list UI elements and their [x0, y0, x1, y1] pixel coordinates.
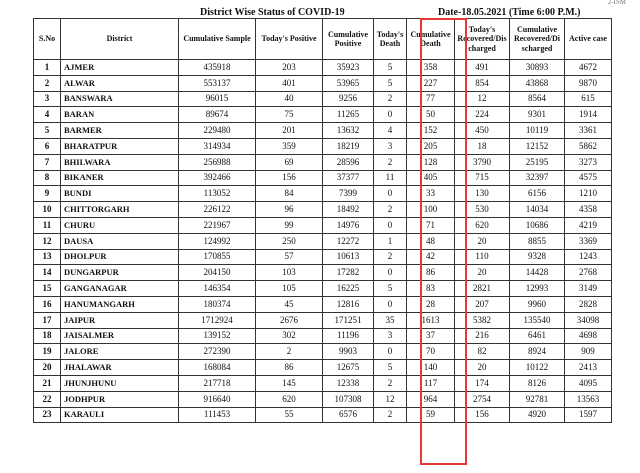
cell-active-case: 1914	[565, 107, 612, 123]
cell-today-death: 0	[374, 186, 407, 202]
cell-district: BARMER	[61, 123, 179, 139]
cell-cumulative-recovered: 30893	[510, 60, 565, 76]
cell-active-case: 1597	[565, 407, 612, 423]
cell-active-case: 9870	[565, 75, 612, 91]
cell-cumulative-death: 205	[407, 138, 455, 154]
table-body	[34, 60, 612, 423]
cell-district: BHARATPUR	[61, 138, 179, 154]
cell-cumulative-recovered: 12993	[510, 281, 565, 297]
cell-cumulative-positive: 13632	[323, 123, 374, 139]
header-district: District	[61, 19, 179, 60]
cell-cumulative-sample: 180374	[179, 296, 256, 312]
cell-cumulative-recovered: 25195	[510, 154, 565, 170]
cell-cumulative-positive: 10613	[323, 249, 374, 265]
cell-today-death: 0	[374, 217, 407, 233]
header-cumulative-positive: Cumulative Positive	[323, 19, 374, 60]
cell-sno: 19	[34, 344, 61, 360]
table-row	[34, 391, 612, 407]
cell-today-recovered: 224	[455, 107, 510, 123]
table-row	[34, 75, 612, 91]
cell-cumulative-death: 405	[407, 170, 455, 186]
cell-cumulative-death: 59	[407, 407, 455, 423]
cell-cumulative-recovered: 9328	[510, 249, 565, 265]
cell-today-recovered: 2821	[455, 281, 510, 297]
cell-cumulative-recovered: 92781	[510, 391, 565, 407]
cell-today-recovered: 20	[455, 360, 510, 376]
cell-district: JALORE	[61, 344, 179, 360]
cell-cumulative-death: 70	[407, 344, 455, 360]
cell-district: JODHPUR	[61, 391, 179, 407]
cell-active-case: 909	[565, 344, 612, 360]
cell-cumulative-sample: 113052	[179, 186, 256, 202]
table-row	[34, 107, 612, 123]
cell-active-case: 615	[565, 91, 612, 107]
cell-active-case: 2768	[565, 265, 612, 281]
cell-cumulative-recovered: 4920	[510, 407, 565, 423]
cell-district: HANUMANGARH	[61, 296, 179, 312]
cell-sno: 12	[34, 233, 61, 249]
cell-district: GANGANAGAR	[61, 281, 179, 297]
cell-today-positive: 250	[256, 233, 323, 249]
cell-cumulative-recovered: 8564	[510, 91, 565, 107]
cell-cumulative-positive: 11265	[323, 107, 374, 123]
cell-cumulative-death: 964	[407, 391, 455, 407]
cell-cumulative-recovered: 8924	[510, 344, 565, 360]
table-header-row	[34, 19, 612, 60]
table-row	[34, 312, 612, 328]
cell-cumulative-recovered: 10686	[510, 217, 565, 233]
cell-district: KARAULI	[61, 407, 179, 423]
cell-today-death: 0	[374, 344, 407, 360]
cell-today-positive: 103	[256, 265, 323, 281]
cell-cumulative-sample: 256988	[179, 154, 256, 170]
cell-active-case: 13563	[565, 391, 612, 407]
cell-today-positive: 96	[256, 202, 323, 218]
cell-today-positive: 45	[256, 296, 323, 312]
cell-today-recovered: 110	[455, 249, 510, 265]
cell-district: DUNGARPUR	[61, 265, 179, 281]
table-row	[34, 296, 612, 312]
cell-today-death: 2	[374, 91, 407, 107]
cell-cumulative-recovered: 8855	[510, 233, 565, 249]
cell-active-case: 4698	[565, 328, 612, 344]
cell-cumulative-recovered: 10119	[510, 123, 565, 139]
cell-cumulative-sample: 204150	[179, 265, 256, 281]
cell-cumulative-sample: 96015	[179, 91, 256, 107]
cell-today-positive: 302	[256, 328, 323, 344]
cell-cumulative-sample: 916640	[179, 391, 256, 407]
table-row	[34, 123, 612, 139]
cell-today-death: 11	[374, 170, 407, 186]
cell-cumulative-death: 28	[407, 296, 455, 312]
cell-today-death: 5	[374, 75, 407, 91]
cell-cumulative-recovered: 43868	[510, 75, 565, 91]
table-row	[34, 138, 612, 154]
cell-district: BARAN	[61, 107, 179, 123]
header-cumulative-recovered: Cumulative Recovered/Di scharged	[510, 19, 565, 60]
table-row	[34, 91, 612, 107]
report-title: District Wise Status of COVID-19	[200, 7, 345, 18]
cell-district: DHOLPUR	[61, 249, 179, 265]
cell-active-case: 3273	[565, 154, 612, 170]
cell-cumulative-positive: 12338	[323, 375, 374, 391]
cell-sno: 20	[34, 360, 61, 376]
cell-cumulative-positive: 37377	[323, 170, 374, 186]
cell-sno: 22	[34, 391, 61, 407]
cell-cumulative-positive: 12816	[323, 296, 374, 312]
cell-cumulative-recovered: 10122	[510, 360, 565, 376]
cell-today-recovered: 82	[455, 344, 510, 360]
cell-cumulative-recovered: 6461	[510, 328, 565, 344]
header-today-death: Today's Death	[374, 19, 407, 60]
cell-cumulative-death: 33	[407, 186, 455, 202]
cell-cumulative-sample: 226122	[179, 202, 256, 218]
cell-today-positive: 99	[256, 217, 323, 233]
cell-today-recovered: 18	[455, 138, 510, 154]
cell-sno: 23	[34, 407, 61, 423]
table-row	[34, 328, 612, 344]
cell-today-positive: 2	[256, 344, 323, 360]
header-today-positive: Today's Positive	[256, 19, 323, 60]
cell-cumulative-positive: 6576	[323, 407, 374, 423]
cell-cumulative-recovered: 9960	[510, 296, 565, 312]
cell-cumulative-sample: 392466	[179, 170, 256, 186]
cell-cumulative-death: 117	[407, 375, 455, 391]
cell-cumulative-recovered: 9301	[510, 107, 565, 123]
cell-active-case: 4095	[565, 375, 612, 391]
cell-today-death: 35	[374, 312, 407, 328]
table-row	[34, 60, 612, 76]
cell-cumulative-positive: 171251	[323, 312, 374, 328]
cell-sno: 1	[34, 60, 61, 76]
cell-today-positive: 359	[256, 138, 323, 154]
cell-today-recovered: 5382	[455, 312, 510, 328]
cell-district: JAISALMER	[61, 328, 179, 344]
cell-active-case: 3149	[565, 281, 612, 297]
cell-cumulative-sample: 170855	[179, 249, 256, 265]
cell-today-recovered: 3790	[455, 154, 510, 170]
cell-cumulative-positive: 7399	[323, 186, 374, 202]
cell-cumulative-sample: 314934	[179, 138, 256, 154]
table-row	[34, 202, 612, 218]
cell-district: AJMER	[61, 60, 179, 76]
cell-today-positive: 156	[256, 170, 323, 186]
cell-today-recovered: 156	[455, 407, 510, 423]
cell-cumulative-sample: 168084	[179, 360, 256, 376]
cell-district: BUNDI	[61, 186, 179, 202]
cell-cumulative-positive: 18219	[323, 138, 374, 154]
cell-active-case: 2413	[565, 360, 612, 376]
cell-today-death: 0	[374, 107, 407, 123]
cell-today-recovered: 174	[455, 375, 510, 391]
cell-sno: 13	[34, 249, 61, 265]
cell-active-case: 5862	[565, 138, 612, 154]
header-sno: S.No	[34, 19, 61, 60]
cell-cumulative-positive: 17282	[323, 265, 374, 281]
cell-district: BANSWARA	[61, 91, 179, 107]
cell-today-recovered: 530	[455, 202, 510, 218]
cell-today-positive: 105	[256, 281, 323, 297]
table-row	[34, 360, 612, 376]
cell-active-case: 1210	[565, 186, 612, 202]
cell-today-death: 5	[374, 360, 407, 376]
cell-today-recovered: 620	[455, 217, 510, 233]
cell-today-positive: 69	[256, 154, 323, 170]
cell-sno: 11	[34, 217, 61, 233]
cell-cumulative-sample: 553137	[179, 75, 256, 91]
cell-cumulative-death: 358	[407, 60, 455, 76]
cell-today-positive: 40	[256, 91, 323, 107]
cell-sno: 5	[34, 123, 61, 139]
cell-district: CHITTORGARH	[61, 202, 179, 218]
cell-today-death: 1	[374, 233, 407, 249]
cell-cumulative-recovered: 32397	[510, 170, 565, 186]
cell-today-recovered: 854	[455, 75, 510, 91]
cell-district: JHALAWAR	[61, 360, 179, 376]
cell-today-positive: 201	[256, 123, 323, 139]
cell-sno: 4	[34, 107, 61, 123]
cell-today-death: 4	[374, 123, 407, 139]
cell-active-case: 34098	[565, 312, 612, 328]
cell-cumulative-positive: 12675	[323, 360, 374, 376]
cell-sno: 9	[34, 186, 61, 202]
cell-active-case: 4219	[565, 217, 612, 233]
cell-cumulative-death: 128	[407, 154, 455, 170]
cell-district: BHILWARA	[61, 154, 179, 170]
header-today-recovered: Today's Recovered/Dis charged	[455, 19, 510, 60]
corner-mark: 2-ISM	[607, 0, 626, 6]
cell-sno: 14	[34, 265, 61, 281]
cell-today-death: 2	[374, 407, 407, 423]
cell-active-case: 3361	[565, 123, 612, 139]
cell-cumulative-positive: 18492	[323, 202, 374, 218]
table-row	[34, 375, 612, 391]
cell-cumulative-positive: 28596	[323, 154, 374, 170]
cell-cumulative-recovered: 12152	[510, 138, 565, 154]
cell-today-death: 3	[374, 328, 407, 344]
cell-today-recovered: 20	[455, 233, 510, 249]
district-status-table	[33, 18, 612, 423]
cell-cumulative-death: 83	[407, 281, 455, 297]
cell-cumulative-positive: 12272	[323, 233, 374, 249]
cell-today-positive: 401	[256, 75, 323, 91]
cell-today-positive: 620	[256, 391, 323, 407]
cell-sno: 15	[34, 281, 61, 297]
header-cumulative-sample: Cumulative Sample	[179, 19, 256, 60]
cell-cumulative-death: 140	[407, 360, 455, 376]
cell-cumulative-sample: 146354	[179, 281, 256, 297]
cell-active-case: 2828	[565, 296, 612, 312]
cell-cumulative-death: 71	[407, 217, 455, 233]
cell-cumulative-death: 37	[407, 328, 455, 344]
cell-cumulative-positive: 53965	[323, 75, 374, 91]
cell-sno: 3	[34, 91, 61, 107]
cell-cumulative-sample: 111453	[179, 407, 256, 423]
cell-today-recovered: 2754	[455, 391, 510, 407]
cell-cumulative-positive: 35923	[323, 60, 374, 76]
cell-district: BIKANER	[61, 170, 179, 186]
table-row	[34, 281, 612, 297]
cell-cumulative-positive: 14976	[323, 217, 374, 233]
cell-today-positive: 84	[256, 186, 323, 202]
cell-cumulative-positive: 11196	[323, 328, 374, 344]
cell-district: JAIPUR	[61, 312, 179, 328]
cell-district: CHURU	[61, 217, 179, 233]
cell-today-recovered: 450	[455, 123, 510, 139]
cell-today-positive: 86	[256, 360, 323, 376]
cell-today-death: 5	[374, 60, 407, 76]
cell-cumulative-death: 1613	[407, 312, 455, 328]
cell-today-recovered: 207	[455, 296, 510, 312]
cell-district: ALWAR	[61, 75, 179, 91]
cell-sno: 8	[34, 170, 61, 186]
cell-sno: 16	[34, 296, 61, 312]
cell-cumulative-recovered: 14428	[510, 265, 565, 281]
cell-cumulative-positive: 9903	[323, 344, 374, 360]
cell-cumulative-death: 48	[407, 233, 455, 249]
table-row	[34, 407, 612, 423]
cell-today-recovered: 20	[455, 265, 510, 281]
cell-sno: 17	[34, 312, 61, 328]
cell-cumulative-sample: 1712924	[179, 312, 256, 328]
cell-today-death: 0	[374, 265, 407, 281]
table-row	[34, 186, 612, 202]
cell-cumulative-sample: 139152	[179, 328, 256, 344]
cell-cumulative-death: 152	[407, 123, 455, 139]
cell-sno: 6	[34, 138, 61, 154]
cell-sno: 10	[34, 202, 61, 218]
cell-today-positive: 75	[256, 107, 323, 123]
cell-cumulative-recovered: 8126	[510, 375, 565, 391]
table-row	[34, 154, 612, 170]
cell-active-case: 4575	[565, 170, 612, 186]
cell-cumulative-sample: 217718	[179, 375, 256, 391]
cell-cumulative-sample: 124992	[179, 233, 256, 249]
cell-today-death: 12	[374, 391, 407, 407]
cell-cumulative-death: 100	[407, 202, 455, 218]
cell-cumulative-sample: 272390	[179, 344, 256, 360]
cell-today-positive: 55	[256, 407, 323, 423]
header-cumulative-death: Cumulative Death	[407, 19, 455, 60]
cell-today-recovered: 130	[455, 186, 510, 202]
cell-today-death: 2	[374, 249, 407, 265]
cell-cumulative-death: 86	[407, 265, 455, 281]
cell-cumulative-death: 227	[407, 75, 455, 91]
cell-cumulative-sample: 435918	[179, 60, 256, 76]
cell-district: DAUSA	[61, 233, 179, 249]
cell-sno: 21	[34, 375, 61, 391]
cell-today-death: 2	[374, 202, 407, 218]
cell-today-death: 0	[374, 296, 407, 312]
cell-sno: 7	[34, 154, 61, 170]
cell-sno: 18	[34, 328, 61, 344]
table-row	[34, 265, 612, 281]
cell-cumulative-death: 77	[407, 91, 455, 107]
cell-cumulative-positive: 9256	[323, 91, 374, 107]
table-row	[34, 217, 612, 233]
cell-today-positive: 203	[256, 60, 323, 76]
cell-cumulative-death: 42	[407, 249, 455, 265]
cell-today-recovered: 12	[455, 91, 510, 107]
cell-cumulative-positive: 107308	[323, 391, 374, 407]
cell-today-recovered: 491	[455, 60, 510, 76]
cell-active-case: 4672	[565, 60, 612, 76]
table-row	[34, 170, 612, 186]
cell-today-death: 2	[374, 154, 407, 170]
cell-cumulative-sample: 89674	[179, 107, 256, 123]
cell-today-recovered: 715	[455, 170, 510, 186]
cell-district: JHUNJHUNU	[61, 375, 179, 391]
cell-active-case: 3369	[565, 233, 612, 249]
cell-active-case: 1243	[565, 249, 612, 265]
cell-sno: 2	[34, 75, 61, 91]
cell-cumulative-positive: 16225	[323, 281, 374, 297]
table-row	[34, 233, 612, 249]
cell-today-recovered: 216	[455, 328, 510, 344]
table-row	[34, 344, 612, 360]
cell-cumulative-sample: 229480	[179, 123, 256, 139]
cell-today-death: 2	[374, 375, 407, 391]
cell-cumulative-recovered: 6156	[510, 186, 565, 202]
cell-today-positive: 57	[256, 249, 323, 265]
cell-cumulative-sample: 221967	[179, 217, 256, 233]
cell-today-death: 3	[374, 138, 407, 154]
cell-today-positive: 145	[256, 375, 323, 391]
report-date: Date-18.05.2021 (Time 6:00 P.M.)	[438, 7, 581, 18]
header-active-case: Active case	[565, 19, 612, 60]
cell-cumulative-recovered: 135540	[510, 312, 565, 328]
cell-cumulative-recovered: 14034	[510, 202, 565, 218]
table-row	[34, 249, 612, 265]
cell-active-case: 4358	[565, 202, 612, 218]
cell-today-death: 5	[374, 281, 407, 297]
cell-today-positive: 2676	[256, 312, 323, 328]
cell-cumulative-death: 50	[407, 107, 455, 123]
